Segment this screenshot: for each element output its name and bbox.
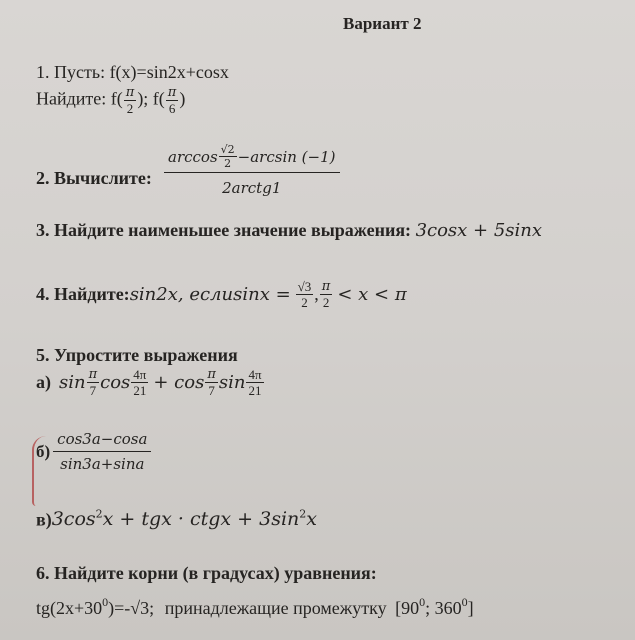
task5-a-frac2-den: 21 xyxy=(133,383,147,398)
task6-eq-a: tg(2x+30 xyxy=(36,598,103,618)
task5-c-label: в) xyxy=(36,509,52,530)
task5-a-sin: sin xyxy=(59,372,86,393)
task6-int-sup1: 0 xyxy=(419,595,426,609)
task5-a-frac3-num: π xyxy=(207,367,216,382)
task3-expr: 3cosx + 5sinx xyxy=(415,220,543,241)
task5-c-b: x + tgx · ctgx + 3sin xyxy=(102,508,300,531)
task5-a-frac1-num: π xyxy=(88,367,98,382)
page-title: Вариант 2 xyxy=(343,14,422,33)
task5-b-frac xyxy=(53,432,151,472)
task5-a-frac4-den: 21 xyxy=(248,383,262,398)
task5-label: 5. Упростите выражения xyxy=(36,345,238,365)
task1-frac2-num: π xyxy=(167,85,177,100)
task4-frac2-num: π xyxy=(321,279,331,294)
task5-c-a: 3cos xyxy=(51,508,96,531)
task6-int-b: ; 360 xyxy=(425,598,462,618)
task1-sep: ); f( xyxy=(137,88,165,109)
task5-b-line xyxy=(36,432,152,472)
task5-c-line xyxy=(36,508,317,530)
task2-den: 2arctg1 xyxy=(222,179,282,197)
task4-line xyxy=(36,280,407,309)
task4-expr-b: < x < π xyxy=(337,284,407,305)
task4-frac1 xyxy=(296,280,314,309)
task5-c-c: x xyxy=(306,508,318,531)
task5-b-den: sin3a+sina xyxy=(60,455,145,473)
task4-frac1-den: 2 xyxy=(301,295,308,310)
task6-eq-c: принадлежащие промежутку xyxy=(164,598,387,618)
task6-line2 xyxy=(36,595,474,619)
task5-a-plus: + cos xyxy=(153,372,205,393)
task5-a-frac2-num: 4π xyxy=(133,367,147,382)
task1-line2 xyxy=(36,86,185,115)
task6-int-a: [90 xyxy=(395,598,420,618)
task5-a-frac3 xyxy=(205,368,218,397)
task2-label: 2. Вычислите: xyxy=(36,168,152,188)
task5-b-num: cos3a−cosa xyxy=(53,432,151,452)
task4-comma: , xyxy=(314,284,319,304)
task5-a-frac4 xyxy=(246,368,263,397)
task6-label: 6. Найдите корни (в градусах) уравнения: xyxy=(36,563,377,583)
task2-fraction xyxy=(164,144,340,197)
task1-frac2-den: 6 xyxy=(168,101,176,116)
task3-label: 3. Найдите наименьшее значение выражения: xyxy=(36,220,412,240)
task5-c-sup2: 2 xyxy=(299,508,307,521)
task5-a-cos: cos xyxy=(100,372,131,393)
task5-a-label: а) xyxy=(36,372,51,392)
task1-frac1 xyxy=(124,86,137,115)
task2-num-sqrt-den: 2 xyxy=(224,157,232,170)
task6-int-sup2: 0 xyxy=(461,595,468,609)
task5-a-frac4-num: 4π xyxy=(248,367,262,382)
task1-frac2 xyxy=(166,86,179,115)
task2-num-b: −arcsin (−1) xyxy=(237,147,336,166)
task1-close: ) xyxy=(179,88,186,109)
task4-frac1-num: √3 xyxy=(297,279,312,294)
task6-eq-b: )=-√3; xyxy=(108,598,155,618)
task4-frac2 xyxy=(320,280,333,309)
task2-num-a: arccos xyxy=(168,147,218,166)
task5-a-frac1-den: 7 xyxy=(89,383,97,398)
task4-label: 4. Найдите: xyxy=(36,284,130,304)
task3-line xyxy=(36,220,542,241)
task5-a-frac1 xyxy=(87,368,100,397)
task5-a-sin2: sin xyxy=(218,372,246,393)
task1-frac1-den: 2 xyxy=(126,101,134,116)
task2-num-sqrt-frac xyxy=(219,144,237,169)
task1-prefix: Найдите: f( xyxy=(36,88,123,109)
task5-a-line xyxy=(36,368,265,397)
task6-eq-sup1: 0 xyxy=(102,595,109,609)
task5-a-frac2 xyxy=(131,368,148,397)
task6-int-c: ] xyxy=(467,598,474,618)
task4-frac2-den: 2 xyxy=(322,295,330,310)
task1-frac1-num: π xyxy=(125,85,135,100)
task2-num-sqrt: √2 xyxy=(220,143,235,156)
task4-expr-a: sin2x, еслиsinx = xyxy=(129,284,291,305)
task5-a-frac3-den: 7 xyxy=(208,383,215,398)
task5-c-sup1: 2 xyxy=(95,508,103,521)
task1-line1: 1. Пусть: f(x)=sin2x+cosx xyxy=(36,62,229,82)
task5-b-label: б) xyxy=(36,442,51,461)
